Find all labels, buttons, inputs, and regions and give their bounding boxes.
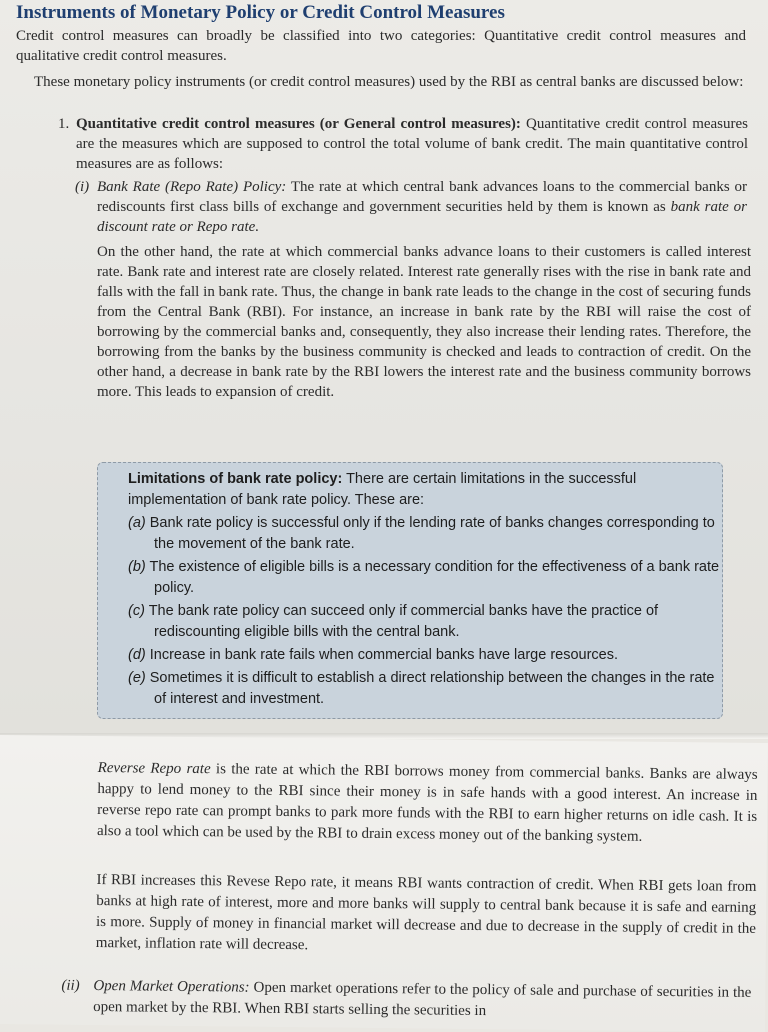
- limitation-text: Increase in bank rate fails when commercial banks have large resources.: [145, 647, 619, 663]
- limitations-heading-bold: Limitations of bank rate policy:: [128, 471, 343, 487]
- item-i-number: (i): [75, 179, 90, 195]
- limitation-item: [128, 645, 729, 666]
- limitations-heading: [128, 469, 703, 511]
- reverse-repo-term: Reverse Repo rate: [97, 760, 211, 778]
- open-market-operations-title: Open Market Operations:: [93, 977, 250, 996]
- limitation-label: (e): [128, 670, 146, 686]
- reverse-repo-paragraph: [97, 758, 758, 849]
- section-heading: Instruments of Monetary Policy or Credit Control Measures: [16, 2, 505, 23]
- page-bottom: [0, 735, 768, 1032]
- quantitative-measures-text: Quantitative credit control measures are the measures which are supposed to control the total volume of bank credit. The main quantitative control measures are as follows:: [76, 116, 749, 172]
- limitation-text: Sometimes it is difficult to establish a direct relationship between the changes in the rate of interest and investment.: [145, 670, 715, 707]
- bank-rate-policy-text: The rate at which central bank advances loans to the commercial banks or rediscounts first class bills of exchange and government securities held by them is known as: [97, 179, 747, 215]
- item-ii-number: (ii): [61, 977, 80, 994]
- limitation-text: The bank rate policy can succeed only if commercial banks have the practice of rediscounting eligible bills with the central bank.: [144, 603, 659, 640]
- interest-rate-paragraph: On the other hand, the rate at which commercial banks advance loans to their customers is called interest rate. Bank rate and interest rate are closely related. Interest rate generally rises with the rise in bank rate and falls with the fall in bank rate. Thus, the change in bank rate leads to the change in the cost of securing funds from the Central Bank (RBI). For instance, an increase in bank rate by the RBI will raise the cost of borrowing by the commercial banks and, consequently, they also increase their lending rates. Therefore, the borrowing from the banks by the business community is checked and leads to contraction of credit. On the other hand, a decrease in bank rate by the RBI lowers the interest rate and the business community borrows more. This leads to expansion of credit.: [97, 244, 751, 400]
- limitations-box: [97, 462, 723, 719]
- item-1-number: 1.: [58, 116, 70, 132]
- bank-rate-policy-term: bank rate or discount rate or Repo rate.: [97, 199, 747, 235]
- limitation-text: The existence of eligible bills is a necessary condition for the effectiveness of a bank rate policy.: [145, 559, 720, 596]
- reverse-repo-increase-paragraph: If RBI increases this Revese Repo rate, it means RBI wants contraction of credit. When RBI gets loan from banks at high rate of interest, more and more banks will supply to central bank because it is safe and earning is more. Supply of money in financial market will decrease and due to decrease in the supply of credit in the market, inflation rate will decrease.: [95, 872, 757, 954]
- limitation-item: [128, 557, 729, 599]
- intro-paragraph: Credit control measures can broadly be classified into two categories: Quantitative credit control measures and qualitative credit control measures.: [16, 28, 746, 64]
- limitations-heading-text: There are certain limitations in the successful implementation of bank rate policy. These are:: [128, 471, 637, 508]
- quantitative-measures-lead: Quantitative credit control measures (or General control measures):: [76, 116, 521, 132]
- reverse-repo-text: is the rate at which the RBI borrows money from commercial banks. Banks are always happy to lend money to the RBI since their money is in safe hands with a good interest. An increase in reverse repo rate can prompt banks to park more funds with the RBI to earn higher returns on idle cash. It is also a tool which can be used by the RBI to drain excess money out of the banking system.: [96, 761, 758, 845]
- limitation-label: (b): [128, 559, 146, 575]
- bank-rate-policy-item: [75, 177, 747, 237]
- limitation-text: Bank rate policy is successful only if the lending rate of banks changes corresponding to the movement of the bank rate.: [145, 515, 715, 552]
- intro-paragraph-2: These monetary policy instruments (or credit control measures) used by the RBI as central banks are discussed below:: [34, 74, 744, 90]
- open-market-operations-text: Open market operations refer to the policy of sale and purchase of securities in the open market by the RBI. When RBI starts selling the securities in: [93, 979, 752, 1020]
- limitation-label: (d): [128, 647, 146, 663]
- quantitative-measures-item: [58, 114, 749, 174]
- limitation-item: [128, 668, 729, 710]
- limitation-label: (c): [128, 603, 145, 619]
- limitation-label: (a): [128, 515, 146, 531]
- limitation-item: [128, 601, 729, 643]
- limitation-item: [128, 513, 729, 555]
- open-market-operations-item: [61, 976, 752, 1025]
- bank-rate-policy-title: Bank Rate (Repo Rate) Policy:: [97, 179, 287, 195]
